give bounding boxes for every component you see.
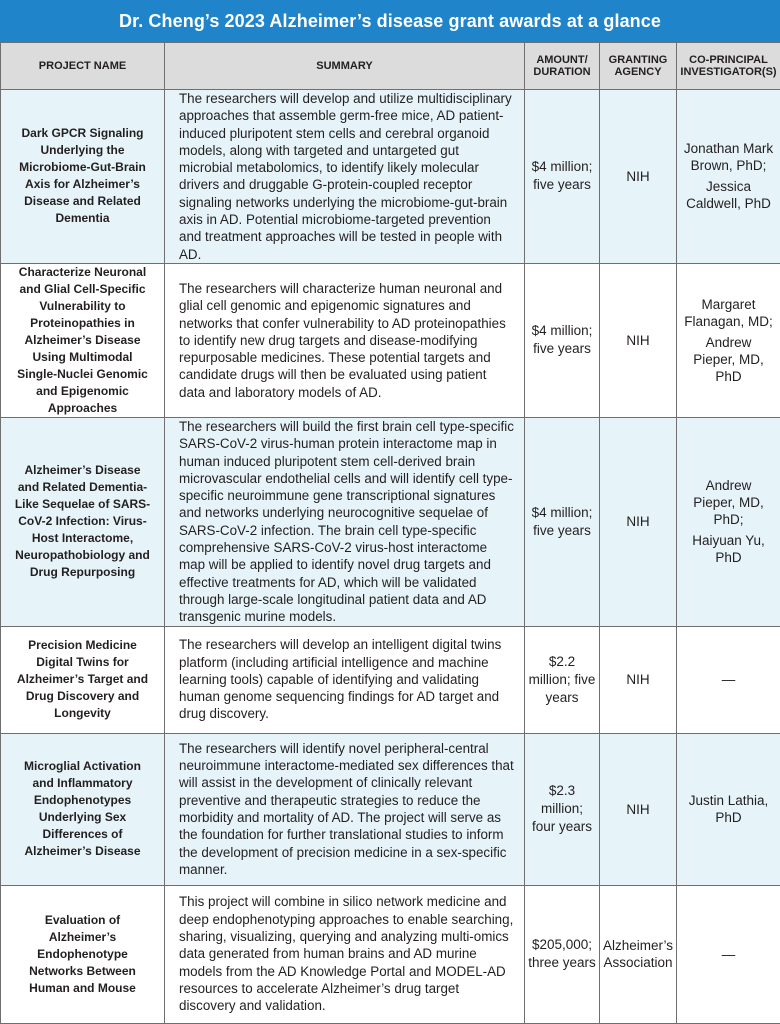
co-principal-investigators bbox=[677, 417, 780, 626]
project-name: Characterize Neuronal and Glial Cell-Specific Vulnerability to Proteinopathies in Alzheimer’s Disease Using Multimodal Single-Nuclei Genomic and Epigenomic Approaches bbox=[1, 263, 165, 417]
table-header-row bbox=[1, 43, 780, 90]
granting-agency: NIH bbox=[600, 733, 677, 885]
investigator: — bbox=[683, 946, 774, 963]
amount-duration: $4 million; five years bbox=[525, 417, 600, 626]
co-principal-investigators bbox=[677, 626, 780, 733]
investigator: — bbox=[683, 671, 774, 688]
grants-table bbox=[0, 42, 780, 1024]
project-summary: This project will combine in silico network medicine and deep endophenotyping approaches to enable searching, sharing, visualizing, querying and analyzing multi-omics data generated from human brains and AD murine models from the AD Knowledge Portal and MODEL-AD resources to accelerate Alzheimer’s drug target discovery and validation. bbox=[165, 885, 525, 1023]
co-principal-investigators bbox=[677, 733, 780, 885]
project-summary: The researchers will develop and utilize multidisciplinary approaches that assemble germ-free mice, AD patient-induced pluripotent stem cells and cerebral organoid models, along with targeted and untargeted gut microbial metabolomics, to identify likely molecular drivers and druggable G-protein-coupled receptor signaling networks underlying the microbiome-gut-brain axis in AD. Potential microbiome-targeted prevention and treatment approaches will be tested in people with AD. bbox=[165, 90, 525, 264]
project-name: Precision Medicine Digital Twins for Alzheimer’s Target and Drug Discovery and Longevity bbox=[1, 626, 165, 733]
co-principal-investigators bbox=[677, 90, 780, 264]
investigator: Andrew Pieper, MD, PhD bbox=[683, 334, 774, 385]
table-row bbox=[1, 417, 780, 626]
granting-agency: NIH bbox=[600, 417, 677, 626]
header-amount: AMOUNT/ DURATION bbox=[525, 43, 600, 90]
header-agency: GRANTING AGENCY bbox=[600, 43, 677, 90]
amount-duration: $2.3 million; four years bbox=[525, 733, 600, 885]
amount-duration: $4 million; five years bbox=[525, 263, 600, 417]
amount-duration: $2.2 million; five years bbox=[525, 626, 600, 733]
header-project-name: PROJECT NAME bbox=[1, 43, 165, 90]
table-row bbox=[1, 263, 780, 417]
granting-agency: Alzheimer’s Association bbox=[600, 885, 677, 1023]
header-summary: SUMMARY bbox=[165, 43, 525, 90]
project-summary: The researchers will characterize human neuronal and glial cell genomic and epigenomic signatures and networks that confer vulnerability to AD proteinopathies to identify new drug targets and disease-modifying repurposable medicines. These potential targets and candidate drugs will then be evaluated using patient data and laboratory models of AD. bbox=[165, 263, 525, 417]
project-summary: The researchers will identify novel peripheral-central neuroimmune interactome-mediated sex differences that will assist in the development of clinically relevant preventive and therapeutic strategies to reduce the morbidity and mortality of AD. The project will serve as the foundation for further translational studies to inform the development of precision medicine in a sex-specific manner. bbox=[165, 733, 525, 885]
project-name: Microglial Activation and Inflammatory Endophenotypes Underlying Sex Differences of Alzheimer’s Disease bbox=[1, 733, 165, 885]
amount-duration: $205,000; three years bbox=[525, 885, 600, 1023]
project-name: Alzheimer’s Disease and Related Dementia-Like Sequelae of SARS-CoV-2 Infection: Virus-Host Interactome, Neuropathobiology and Drug Repurposing bbox=[1, 417, 165, 626]
co-principal-investigators bbox=[677, 263, 780, 417]
granting-agency: NIH bbox=[600, 626, 677, 733]
amount-duration: $4 million; five years bbox=[525, 90, 600, 264]
investigator: Jessica Caldwell, PhD bbox=[683, 178, 774, 212]
granting-agency: NIH bbox=[600, 90, 677, 264]
investigator: Margaret Flanagan, MD; bbox=[683, 296, 774, 330]
header-copi: CO-PRINCIPAL INVESTIGATOR(S) bbox=[677, 43, 780, 90]
granting-agency: NIH bbox=[600, 263, 677, 417]
project-name: Evaluation of Alzheimer’s Endophenotype Networks Between Human and Mouse bbox=[1, 885, 165, 1023]
co-principal-investigators bbox=[677, 885, 780, 1023]
investigator: Jonathan Mark Brown, PhD; bbox=[683, 140, 774, 174]
table-row bbox=[1, 90, 780, 264]
table-row bbox=[1, 733, 780, 885]
investigator: Andrew Pieper, MD, PhD; bbox=[683, 477, 774, 528]
project-summary: The researchers will build the first brain cell type-specific SARS-CoV-2 virus-human protein interactome map in human induced pluripotent stem cell-derived brain microvascular endothelial cells and will identify cell type-specific neuroimmune gene transcriptional signatures and networks underlying neurocognitive sequelae of SARS-CoV-2 infection. The brain cell type-specific comprehensive SARS-CoV-2 virus-host interactome map will be applied to identify novel drug targets and effective treatments for AD, which will be validated through large-scale longitudinal patient data and AD transgenic murine models. bbox=[165, 417, 525, 626]
investigator: Haiyuan Yu, PhD bbox=[683, 532, 774, 566]
investigator: Justin Lathia, PhD bbox=[683, 792, 774, 826]
project-name: Dark GPCR Signaling Underlying the Microbiome-Gut-Brain Axis for Alzheimer’s Disease and Related Dementia bbox=[1, 90, 165, 264]
table-row bbox=[1, 885, 780, 1023]
project-summary: The researchers will develop an intelligent digital twins platform (including artificial intelligence and machine learning tools) capable of identifying and validating human genome sequencing findings for AD target and drug discovery. bbox=[165, 626, 525, 733]
page-title: Dr. Cheng’s 2023 Alzheimer’s disease grant awards at a glance bbox=[0, 0, 780, 42]
table-row bbox=[1, 626, 780, 733]
